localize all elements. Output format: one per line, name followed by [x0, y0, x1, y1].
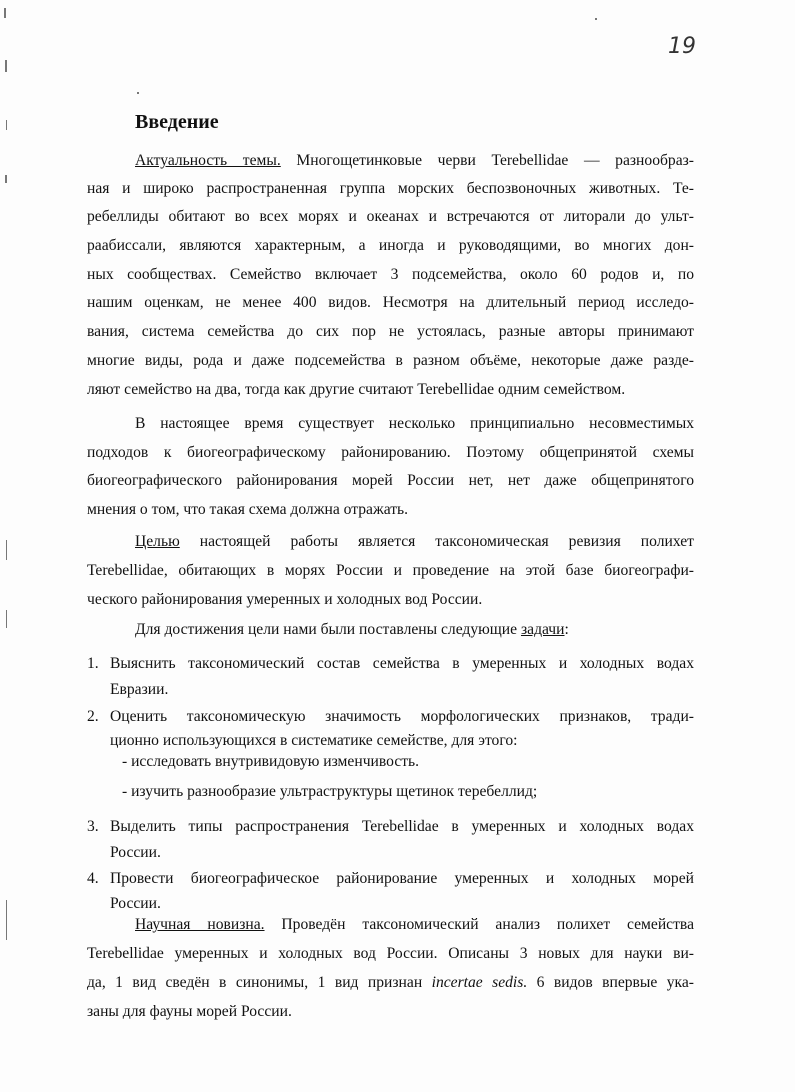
task-subitem: - изучить разнообразие ультраструктуры щетинок теребеллид;	[122, 783, 538, 800]
para1-line: ляют семейство на два, тогда как другие считают Terebellidae одним семейством.	[87, 381, 626, 398]
scan-speck	[4, 8, 6, 18]
section-heading: Введение	[135, 111, 219, 133]
task-number: 3.	[87, 818, 99, 835]
scan-speck	[137, 92, 139, 94]
italic-term: incertae sedis.	[431, 974, 528, 991]
task-number: 4.	[87, 870, 99, 887]
para1-line: Актуальность темы. Многощетинковые черви Terebellidae — разнообраз-	[135, 152, 695, 169]
para1-line: раабиссали, являются характерным, а иногда и руководящими, во многих дон-	[87, 237, 694, 254]
task-line: Евразии.	[110, 681, 169, 698]
scan-speck	[6, 540, 7, 560]
para3-label: Целью	[135, 533, 180, 550]
para4-label: Научная новизна.	[135, 916, 265, 933]
page-number: 19	[668, 34, 696, 59]
task-line: Провести биогеографическое районирование умеренных и холодных морей	[110, 870, 694, 887]
task-number: 1.	[87, 655, 99, 672]
para2-line: биогеографического районирования морей России нет, нет даже общепринятого	[87, 472, 694, 489]
task-number: 2.	[87, 708, 99, 725]
para1-label: Актуальность темы.	[135, 152, 281, 169]
scan-speck	[5, 175, 7, 183]
para1-line: ных сообществах. Семейство включает 3 подсемейства, около 60 родов и, по	[87, 266, 694, 283]
scan-speck	[6, 120, 7, 130]
para1-line: ная и широко распространенная группа морских беспозвоночных животных. Те-	[87, 180, 694, 197]
task-line: России.	[110, 895, 161, 912]
para3-line: Terebellidae, обитающих в морях России и проведение на этой базе биогеографи-	[87, 562, 694, 579]
scan-speck	[5, 60, 7, 72]
para3-line: Целью настоящей работы является таксономическая ревизия полихет	[135, 533, 694, 550]
scan-speck	[6, 610, 7, 628]
para4-line: да, 1 вид сведён в синонимы, 1 вид признан incertae sedis. 6 видов впервые ука-	[87, 974, 695, 991]
task-line: Выделить типы распространения Terebellidae в умеренных и холодных водах	[110, 818, 694, 835]
task-line: Оценить таксономическую значимость морфологических признаков, тради-	[110, 708, 694, 725]
task-line: Выяснить таксономический состав семейства в умеренных и холодных водах	[110, 655, 694, 672]
para1-line: вания, система семейства до сих пор не устоялась, разные авторы принимают	[87, 323, 694, 340]
para2-line: мнения о том, что такая схема должна отражать.	[87, 501, 409, 518]
para1-line: многие виды, рода и даже подсемейства в разном объёме, некоторые даже разде-	[87, 352, 694, 369]
task-line: России.	[110, 844, 161, 861]
para4-line: Terebellidae умеренных и холодных вод России. Описаны 3 новых для науки ви-	[87, 945, 694, 962]
task-subitem: - исследовать внутривидовую изменчивость.	[122, 753, 420, 770]
tasks-intro: Для достижения цели нами были поставлены следующие задачи:	[135, 621, 569, 638]
para1-line: ребеллиды обитают во всех морях и океанах и встречаются от литорали до ульт-	[87, 208, 694, 225]
para2-line: В настоящее время существует несколько принципиально несовместимых	[135, 415, 694, 432]
para4-line: Научная новизна. Проведён таксономический анализ полихет семейства	[135, 916, 694, 933]
scan-speck	[595, 18, 597, 20]
para3-line: ческого районирования умеренных и холодных вод России.	[87, 591, 483, 608]
para2-line: подходов к биогеографическому районированию. Поэтому общепринятой схемы	[87, 444, 694, 461]
task-line: ционно использующихся в систематике семействе, для этого:	[110, 732, 518, 749]
para4-line: заны для фауны морей России.	[87, 1003, 292, 1020]
scan-speck	[6, 900, 7, 940]
para1-line: нашим оценкам, не менее 400 видов. Несмотря на длительный период исследо-	[87, 294, 694, 311]
tasks-label: задачи	[520, 621, 565, 638]
